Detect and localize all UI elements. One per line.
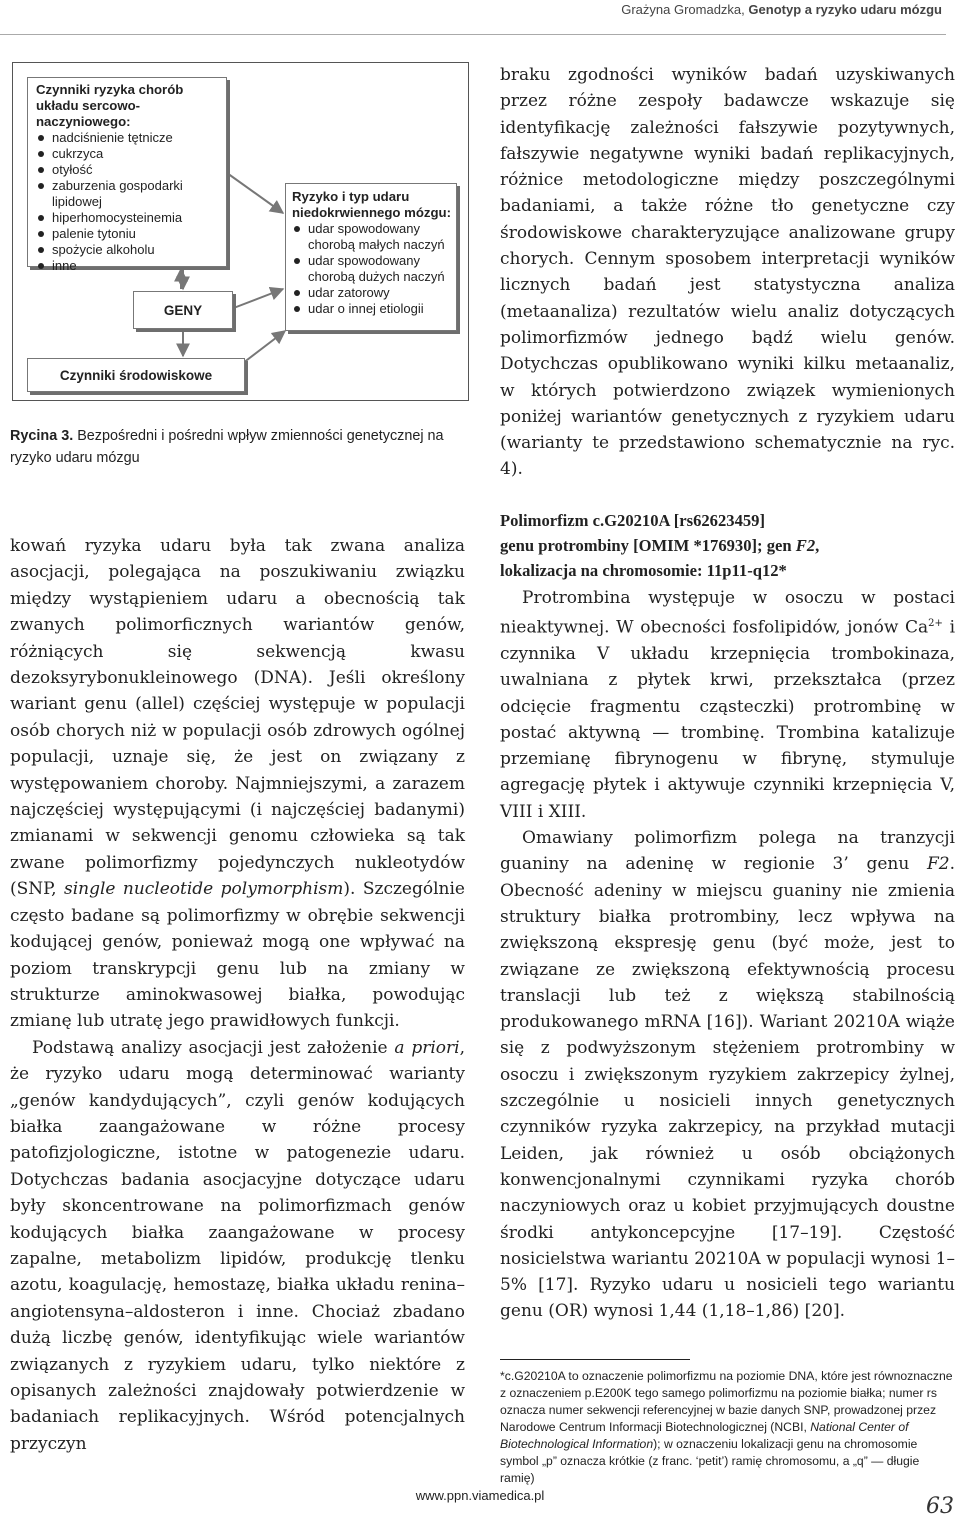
environmental-factors-box (27, 358, 245, 392)
italic-term: National Center of Biotechnological Information (500, 1419, 909, 1451)
text: Podstawą analizy asocjacji jest założenie (32, 1037, 388, 1058)
footnote (500, 1368, 955, 1487)
caption-text: Bezpośredni i pośredni wpływ zmienności genetycznej na ryzyko udaru mózgu (10, 428, 444, 466)
cardiovascular-risk-box (27, 77, 227, 273)
genes-label: GENY (163, 302, 203, 318)
cardiovascular-risk-title: Czynniki ryzyka chorób układu sercowo-naczyniowego: (36, 82, 184, 129)
italic-term: a priori (394, 1037, 460, 1058)
caption-label: Rycina 3. (10, 428, 74, 444)
arrow-geny-to-stroke (231, 289, 283, 309)
list-item: udar spowodowany chorobą małych naczyń (292, 221, 452, 253)
paragraph (500, 825, 955, 1325)
right-column (500, 62, 955, 1487)
page-number: 63 (926, 1494, 954, 1519)
text: Omawiany polimorfizm polega na tranzycji guaniny na adeninę w regionie 3’ genu (500, 828, 955, 875)
paragraph (10, 533, 465, 1035)
italic-term: F2 (926, 854, 950, 875)
footer-url: www.ppn.viamedica.pl (415, 1488, 545, 1503)
text: ); w oznaczeniu lokalizacji genu na chromosomie symbol „p” oznacza krótkie (z franc. ‘petit’) ramię chromosomu, a „q” — długie ramię) (500, 1436, 920, 1485)
heading-line: lokalizacja na chromosomie: 11p11-q12* (500, 560, 787, 580)
paragraph (10, 1035, 465, 1458)
superscript: 2+ (928, 618, 943, 630)
text: , (815, 535, 820, 555)
list-item: cukrzyca (36, 146, 226, 162)
list-item: udar o innej etiologii (292, 301, 452, 317)
running-head-author: Grażyna Gromadzka, (621, 2, 745, 17)
text: *c.G20210A to oznaczenie polimorfizmu na poziomie DNA, które jest równoznaczne z oznaczeniem p.E200K tego samego polimorfizmu na poziomie białka; numer rs oznacza numer sekwencji referencyjnej w bazie danych SNP, prowadzonej przez Narodowe Centrum Informacji Biotechnologicznej (NCBI, (500, 1368, 953, 1434)
text: ). Szczególnie często badane są polimorfizmy w obrębie sekwencji kodującej genów, ponieważ mogą one wpływać na poziom transkrypcji genu lub na zmiany w strukturze aminokwasowej białka, powodując zmianę lub utratę jego prawidłowych funkcji. (10, 879, 465, 1032)
left-column (10, 533, 465, 1457)
running-head (0, 0, 946, 35)
list-item: udar zatorowy (292, 285, 452, 301)
text: . Obecność adeniny w miejscu guaniny nie zmienia struktury białka protrombiny, lecz wpływa na zwiększoną ekspresję genu (być może, jest to związane ze zwiększoną efektywnością procesu translacji lub też z większą stabilnością produkowanego mRNA [16]). Wariant 20210A wiąże się z podwyższonym stężeniem protrombiny w osoczu i zwiększonym ryzykiem zakrzepicy żylnej, szczególnie u nosicieli innych genetycznych czynników ryzyka zakrzepicy, na przykład mutacji Leiden, jak również u osób obciążonych konwencjonalnymi czynnikami ryzyka chorób naczyniowych oraz u kobiet przyjmujących doustne środki antykoncepcyjne [17–19]. Częstość nosicielstwa wariantu 20210A w populacji wynosi 1–5% [17]. Ryzyko udaru u nosicieli tego wariantu genu (OR) wynosi 1,44 (1,18–1,86) [20]. (500, 854, 955, 1322)
footnote-rule (500, 1359, 690, 1360)
genes-box (133, 291, 233, 329)
heading-line (500, 533, 955, 558)
text: kowań ryzyka udaru była tak zwana analiza asocjacji, polegająca na poszukiwaniu związku między wystąpieniem udaru a obecnością tak zwanych polimorficznych wariantów genów, różniących się sekwencją kwasu dezoksyrybonukleinowego (DNA). Jeśli określony wariant genu (allel) częściej występuje w populacji osób chorych niż w populacji osób zdrowych ogólnej populacji, uznaje się, że jest on związany z występowaniem choroby. Najmniejszymi, a zarazem najczęściej występującymi (i najczęściej badanymi) zmianami w sekwencji genomu człowieka są tak zwane polimorfizmy pojedynczych nukleotydów (SNP, (10, 536, 465, 900)
list-item: zaburzenia gospodarki lipidowej (36, 178, 226, 210)
environmental-factors-label: Czynniki środowiskowe (59, 367, 213, 383)
cardiovascular-risk-list (36, 130, 226, 274)
italic-term: F2 (795, 535, 816, 555)
arrow-risk-to-stroke (227, 173, 283, 213)
list-item: inne (36, 258, 226, 274)
paragraph: braku zgodności wyników badań uzyskiwanych przez różne zespoły badawcze wskazuje się identyfikację zależności fałszywie pozytywnych, fałszywie negatywne wyniki badań replikacyjnych, różnice metodologiczne między poszczególnymi badaniami, a także różne tło genetyczne czy środowiskowe charakteryzujące analizowane grupy chorych. Cennym sposobem interpretacji wyników licznych badań jest statystyczna analiza (metaanaliza) rezultatów wielu analiz dotyczących polimorfizmów jednego bądź wielu genów. Dotychczas opublikowano wyniki kilku metaanaliz, w których potwierdzono związek wymienionych poniżej wariantów genetycznych z ryzykiem udaru (warianty te przedstawiono schematycznie na ryc. 4). (500, 65, 955, 480)
stroke-risk-title: Ryzyko i typ udaru niedokrwiennego mózgu: (292, 189, 451, 220)
text: genu protrombiny [OMIM *176930]; gen (500, 535, 792, 555)
arrow-env-to-stroke (243, 331, 285, 363)
list-item: nadciśnienie tętnicze (36, 130, 226, 146)
heading-line: Polimorfizm c.G20210A [rs62623459] (500, 510, 765, 530)
text: , że ryzyko udaru mogą determinować warianty „genów kandydujących”, czyli genów kodujących białka zaangażowane w różne procesy patofizjologiczne, istotne w patogenezie udaru. Dotychczas badania asocjacyjne dotyczące udaru były skoncentrowane na polimorfizmach genów kodujących białka zaangażowane w procesy zapalne, metabolizm lipidów, produkcję tlenku azotu, koagulację, hemostazę, białka układu renina–angiotensyna–aldosteron i inne. Chociaż zbadano dużą liczbę genów, identyfikując wiele wariantów związanych z ryzykiem udaru, tylko niektóre z opisanych zależności znajdowały potwierdzenie w badaniach replikacyjnych. Wśród potencjalnych przyczyn (10, 1037, 465, 1454)
text: Protrombina występuje w osoczu w postaci nieaktywnej. W obecności fosfolipidów, jonów Ca (500, 587, 955, 638)
paragraph (500, 585, 955, 825)
figure-3 (12, 62, 469, 401)
figure-caption (10, 425, 470, 469)
stroke-risk-list (292, 221, 452, 317)
section-heading (500, 508, 955, 583)
list-item: palenie tytoniu (36, 226, 226, 242)
list-item: udar spowodowany chorobą dużych naczyń (292, 253, 452, 285)
stroke-risk-box (285, 183, 457, 331)
italic-term: single nucleotide polymorphism (63, 879, 344, 900)
list-item: spożycie alkoholu (36, 242, 226, 258)
text: i czynnika V układu krzepnięcia trombokinaza, uwalniana z płytek krwi, przekształca (przez odcięcie fragmentu cząsteczki) protrombinę w postać aktywną — trombinę. Trombina katalizuje przemianę fibrynogenu w fibrynę, stymuluje agregację płytek i aktywuje czynniki krzepnięcia V, VIII i XIII. (500, 617, 955, 822)
running-head-title: Genotyp a ryzyko udaru mózgu (748, 2, 942, 17)
list-item: otyłość (36, 162, 226, 178)
list-item: hiperhomocysteinemia (36, 210, 226, 226)
